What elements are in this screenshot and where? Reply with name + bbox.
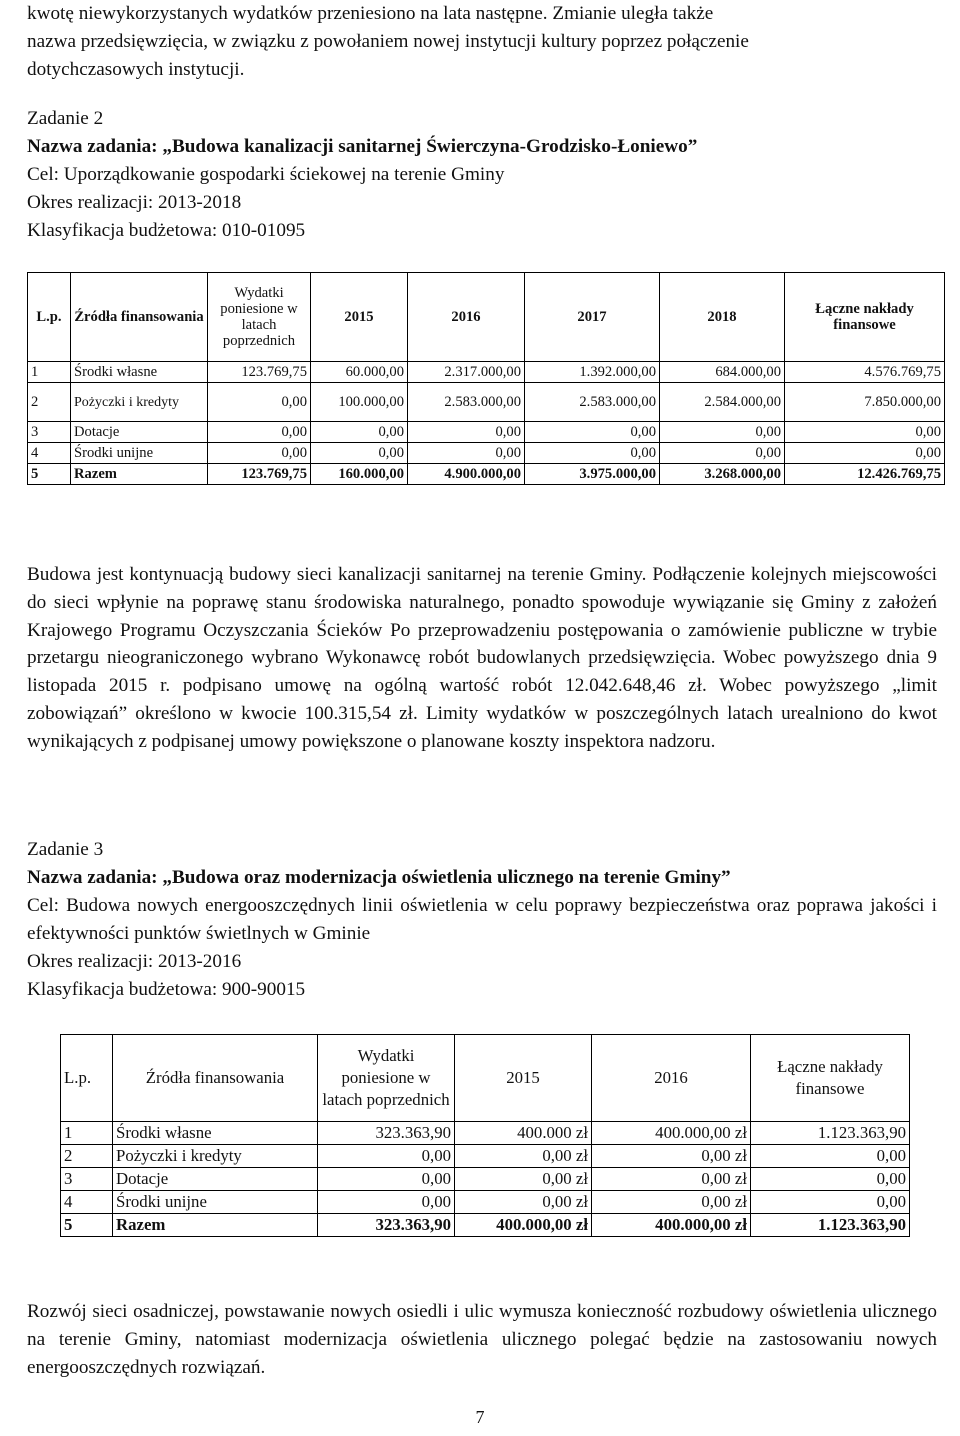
table-cell: 4.576.769,75	[785, 362, 945, 383]
task3-financing-table	[60, 1034, 910, 1237]
table-cell: 5	[28, 464, 71, 485]
table-header-row	[28, 273, 945, 362]
task3-name: Nazwa zadania: „Budowa oraz modernizacja oświetlenia ulicznego na terenie Gminy”	[27, 867, 731, 888]
table-cell: 100.000,00	[311, 383, 408, 422]
task2-name: Nazwa zadania: „Budowa kanalizacji sanitarnej Świerczyna-Grodzisko-Łoniewo”	[27, 136, 698, 157]
table-cell: 1.123.363,90	[751, 1122, 910, 1145]
table-cell: 0,00	[208, 422, 311, 443]
table-cell: 2.583.000,00	[408, 383, 525, 422]
table-cell: 323.363,90	[318, 1122, 455, 1145]
table-cell: 3	[61, 1168, 113, 1191]
table-header-row	[61, 1035, 910, 1122]
table-cell: Pożyczki i kredyty	[71, 383, 208, 422]
task3-description: Rozwój sieci osadniczej, powstawanie nowych osiedli i ulic wymusza konieczność rozbudowy oświetlenia ulicznego na terenie Gminy, natomiast modernizacja oświetlenia ulicznego polegać będzie na zastosowaniu nowych energooszczędnych rozwiązań.	[27, 1301, 937, 1378]
table-cell: 0,00	[311, 422, 408, 443]
table-cell: 1	[61, 1122, 113, 1145]
table-row	[28, 443, 945, 464]
table-cell: 0,00	[751, 1191, 910, 1214]
table-cell: 2.584.000,00	[660, 383, 785, 422]
table-cell: 0,00	[525, 443, 660, 464]
table-cell: 5	[61, 1214, 113, 1237]
table-row	[61, 1168, 910, 1191]
table-cell: 3.268.000,00	[660, 464, 785, 485]
table-row-total	[61, 1214, 910, 1237]
table-cell: 12.426.769,75	[785, 464, 945, 485]
table-cell: 0,00	[318, 1145, 455, 1168]
table-row	[61, 1191, 910, 1214]
task3-header	[27, 836, 937, 1004]
task2-description: Budowa jest kontynuacją budowy sieci kanalizacji sanitarnej na terenie Gminy. Podłączenie kolejnych miejscowości do sieci wpłynie na poprawę stanu środowiska naturalnego, ponadto spowoduje wywiązanie się Gminy z założeń Krajowego Programu Oczyszczania Ścieków Po przeprowadzeniu postępowania o zamówienie publiczne w trybie przetargu nieograniczonego wybrano Wykonawcę robót budowlanych przedsięwzięcia. Wobec powyższego dnia 9 listopada 2015 r. podpisano umowę na ogólną wartość robót 12.042.648,46 zł. Wobec powyższego „limit zobowiązań” określono w kwocie 100.315,54 zł. Limity wydatków w poszczególnych latach urealniono do kwot wynikających z podpisanej umowy powiększone o planowane koszty inspektora nadzoru.	[27, 564, 937, 752]
task3-period: Okres realizacji: 2013-2016	[27, 950, 242, 972]
table-cell: 2	[28, 383, 71, 422]
header-total: Łączne nakłady finansowe	[751, 1035, 910, 1122]
header-previous-years: Wydatki poniesione w latach poprzednich	[318, 1035, 455, 1122]
header-2016: 2016	[592, 1035, 751, 1122]
table-cell: 0,00 zł	[592, 1168, 751, 1191]
header-2016: 2016	[408, 273, 525, 362]
table-cell: 0,00 zł	[455, 1145, 592, 1168]
table-cell: 323.363,90	[318, 1214, 455, 1237]
table-cell: 1.392.000,00	[525, 362, 660, 383]
task2-header	[27, 105, 697, 245]
table-cell: 3.975.000,00	[525, 464, 660, 485]
table-row	[61, 1145, 910, 1168]
table-cell: 3	[28, 422, 71, 443]
page-number: 7	[475, 1407, 485, 1427]
table-cell: 0,00	[208, 443, 311, 464]
table-cell: 2	[61, 1145, 113, 1168]
table-cell: 0,00	[318, 1191, 455, 1214]
table-cell: 0,00	[751, 1145, 910, 1168]
table-cell: 1.123.363,90	[751, 1214, 910, 1237]
table-cell: 2.317.000,00	[408, 362, 525, 383]
task3-heading: Zadanie 3	[27, 839, 104, 860]
table-cell: 0,00	[525, 422, 660, 443]
task2-classification: Klasyfikacja budżetowa: 010-01095	[27, 220, 306, 241]
table-cell: 0,00	[660, 443, 785, 464]
table-cell: 0,00	[318, 1168, 455, 1191]
table-cell: Środki własne	[71, 362, 208, 383]
table-cell: Razem	[113, 1214, 318, 1237]
table-cell: 400.000,00 zł	[592, 1214, 751, 1237]
table-cell: Środki unijne	[71, 443, 208, 464]
intro-line-2: nazwa przedsięwzięcia, w związku z powołaniem nowej instytucji kultury poprzez połączenie	[27, 31, 749, 52]
table-cell: 0,00 zł	[455, 1191, 592, 1214]
table-row	[28, 383, 945, 422]
table-cell: 684.000,00	[660, 362, 785, 383]
task2-financing-table	[27, 272, 945, 485]
table-cell: 4	[61, 1191, 113, 1214]
table-cell: Razem	[71, 464, 208, 485]
table-cell: 123.769,75	[208, 464, 311, 485]
table-cell: 400.000,00 zł	[592, 1122, 751, 1145]
header-2015: 2015	[455, 1035, 592, 1122]
header-lp: L.p.	[61, 1035, 113, 1122]
table-cell: 0,00	[785, 443, 945, 464]
table-cell: 400.000 zł	[455, 1122, 592, 1145]
table-cell: 0,00	[408, 443, 525, 464]
table-cell: Środki unijne	[113, 1191, 318, 1214]
table-row	[61, 1122, 910, 1145]
table-row-total	[28, 464, 945, 485]
table-cell: 123.769,75	[208, 362, 311, 383]
table-cell: 400.000,00 zł	[455, 1214, 592, 1237]
table-cell: 4.900.000,00	[408, 464, 525, 485]
table-cell: Dotacje	[71, 422, 208, 443]
header-total: Łączne nakłady finansowe	[785, 273, 945, 362]
header-sources: Źródła finansowania	[113, 1035, 318, 1122]
header-2018: 2018	[660, 273, 785, 362]
table-cell: 0,00 zł	[592, 1145, 751, 1168]
header-2015: 2015	[311, 273, 408, 362]
intro-line-1: kwotę niewykorzystanych wydatków przeniesiono na lata następne. Zmianie uległa także	[27, 3, 714, 24]
table-cell: 160.000,00	[311, 464, 408, 485]
header-previous-years: Wydatki poniesione w latach poprzednich	[208, 273, 311, 362]
table-cell: Środki własne	[113, 1122, 318, 1145]
intro-paragraph	[27, 0, 749, 84]
table-cell: 4	[28, 443, 71, 464]
task2-goal: Cel: Uporządkowanie gospodarki ściekowej na terenie Gminy	[27, 164, 505, 185]
task2-heading: Zadanie 2	[27, 108, 104, 129]
table-cell: 0,00 zł	[592, 1191, 751, 1214]
table-cell: 2.583.000,00	[525, 383, 660, 422]
task3-goal: Cel: Budowa nowych energooszczędnych linii oświetlenia w celu poprawy bezpieczeństwa oraz poprawa jakości i efektywności punktów świetlnych w Gminie	[27, 895, 937, 944]
header-2017: 2017	[525, 273, 660, 362]
table-cell: 0,00	[751, 1168, 910, 1191]
table-cell: 7.850.000,00	[785, 383, 945, 422]
table-cell: 60.000,00	[311, 362, 408, 383]
task3-classification: Klasyfikacja budżetowa: 900-90015	[27, 978, 306, 1000]
table-cell: 0,00	[311, 443, 408, 464]
task2-period: Okres realizacji: 2013-2018	[27, 192, 242, 213]
table-cell: 0,00	[408, 422, 525, 443]
table-cell: 0,00 zł	[455, 1168, 592, 1191]
table-cell: 0,00	[785, 422, 945, 443]
header-lp: L.p.	[28, 273, 71, 362]
table-row	[28, 362, 945, 383]
intro-line-3: dotychczasowych instytucji.	[27, 59, 245, 80]
table-cell: Pożyczki i kredyty	[113, 1145, 318, 1168]
table-cell: 1	[28, 362, 71, 383]
table-cell: Dotacje	[113, 1168, 318, 1191]
table-cell: 0,00	[208, 383, 311, 422]
header-sources: Źródła finansowania	[71, 273, 208, 362]
table-row	[28, 422, 945, 443]
table-cell: 0,00	[660, 422, 785, 443]
